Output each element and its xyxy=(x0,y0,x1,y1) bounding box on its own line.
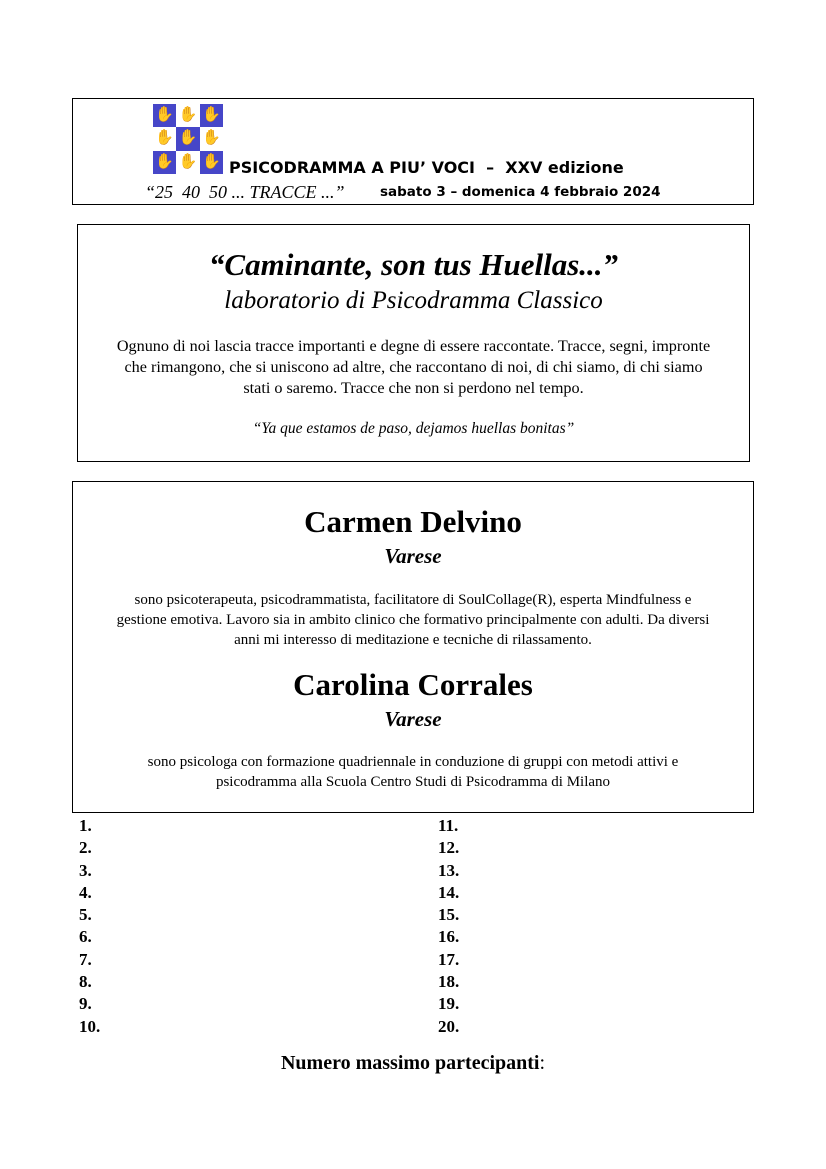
lab-description-line: Ognuno di noi lascia tracce importanti e degne di essere raccontate. Tracce, segni, impronte xyxy=(116,337,711,355)
list-item: 2. xyxy=(79,838,92,858)
hand-icon: ✋ xyxy=(176,127,199,150)
list-item: 5. xyxy=(79,905,92,925)
lab-description xyxy=(82,336,745,399)
list-item: 8. xyxy=(79,972,92,992)
conductors-box xyxy=(72,481,754,813)
lab-description-line: stati o saremo. Tracce che non si perdono nel tempo. xyxy=(243,379,584,397)
list-item: 14. xyxy=(438,882,460,902)
hand-icon: ✋ xyxy=(153,151,176,174)
conductor-name: Carmen Delvino xyxy=(304,504,522,539)
list-item: 4. xyxy=(79,882,92,902)
list-item: 1. xyxy=(79,816,92,835)
participant-list-left xyxy=(79,815,100,1038)
list-item: 17. xyxy=(438,949,460,969)
lab-box xyxy=(77,224,750,462)
list-item: 10. xyxy=(79,1016,101,1036)
lab-subtitle: laboratorio di Psicodramma Classico xyxy=(224,287,603,314)
conductor-name: Carolina Corrales xyxy=(293,667,533,702)
list-item: 9. xyxy=(79,994,92,1014)
list-item: 11. xyxy=(438,816,459,835)
lab-title: “Caminante, son tus Huellas...” xyxy=(208,247,619,282)
hand-icon: ✋ xyxy=(153,104,176,127)
event-title: PSICODRAMMA A PIU’ VOCI – XXV edizione xyxy=(229,158,624,177)
list-item: 13. xyxy=(438,860,460,880)
conductor-bio-line: sono psicologa con formazione quadriennale in conduzione di gruppi con metodi attivi e xyxy=(147,754,679,770)
hands-logo-icon xyxy=(153,104,223,174)
conductor-bio-line: psicodramma alla Scuola Centro Studi di Psicodramma di Milano xyxy=(215,774,611,790)
max-participants-colon: : xyxy=(539,1052,546,1074)
header-box xyxy=(72,98,754,205)
hand-icon: ✋ xyxy=(176,151,199,174)
hand-icon: ✋ xyxy=(176,104,199,127)
list-item: 7. xyxy=(79,949,92,969)
lab-quote: “Ya que estamos de paso, dejamos huellas bonitas” xyxy=(252,420,575,437)
max-participants-text: Numero massimo partecipanti xyxy=(280,1052,540,1074)
hand-icon: ✋ xyxy=(200,104,223,127)
conductor-bio-line: anni mi interesso di meditazione e tecniche di rilassamento. xyxy=(234,632,592,648)
lab-description-line: che rimangono, che si uniscono ad altre, che raccontano di noi, di chi siamo, di chi siamo xyxy=(124,358,703,376)
event-subtitle: “25 40 50 ... TRACCE ...” xyxy=(145,182,345,202)
conductor-bio-line: gestione emotiva. Lavoro sia in ambito clinico che formativo principalmente con adulti. Da diversi xyxy=(116,612,710,628)
conductor-bio xyxy=(79,752,747,792)
list-item: 19. xyxy=(438,994,460,1014)
hand-icon: ✋ xyxy=(200,127,223,150)
list-item: 16. xyxy=(438,927,460,947)
list-item: 18. xyxy=(438,972,460,992)
hand-icon: ✋ xyxy=(200,151,223,174)
list-item: 6. xyxy=(79,927,92,947)
participant-list-right xyxy=(438,815,459,1038)
max-participants-label xyxy=(0,1052,826,1075)
conductor-bio-line: sono psicoterapeuta, psicodrammatista, facilitatore di SoulCollage(R), esperta Mindfulness e xyxy=(134,592,692,608)
list-item: 12. xyxy=(438,838,460,858)
conductor-city: Varese xyxy=(384,707,442,731)
list-item: 20. xyxy=(438,1016,460,1036)
event-date: sabato 3 – domenica 4 febbraio 2024 xyxy=(380,184,661,200)
hand-icon: ✋ xyxy=(153,127,176,150)
conductor-bio xyxy=(79,590,747,650)
list-item: 3. xyxy=(79,860,92,880)
list-item: 15. xyxy=(438,905,460,925)
conductor-city: Varese xyxy=(384,544,442,568)
